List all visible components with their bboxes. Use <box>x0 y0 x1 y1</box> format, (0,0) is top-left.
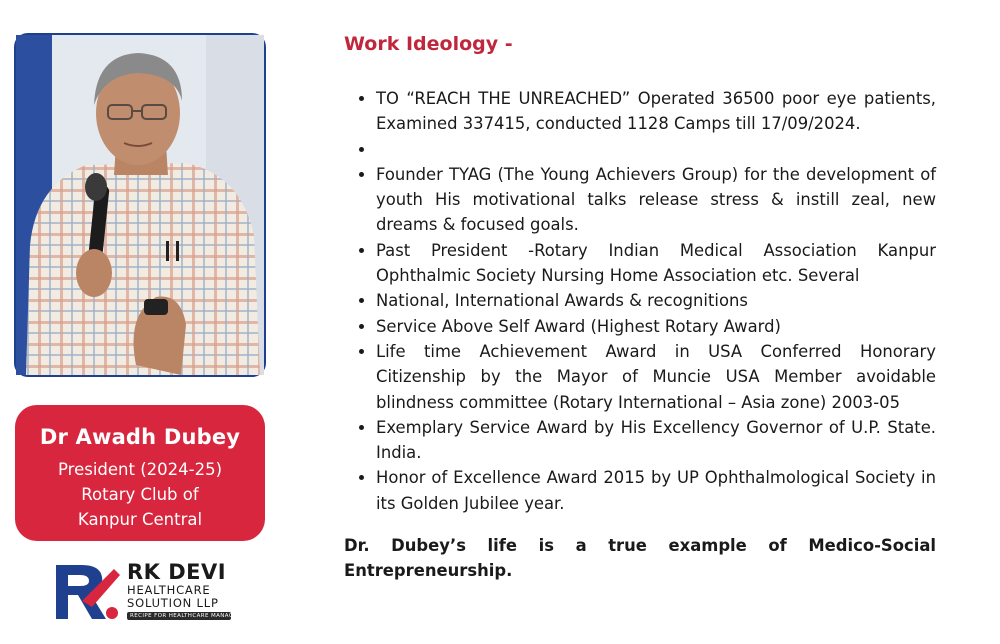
company-logo <box>52 560 255 625</box>
list-item: • Honor of Excellence Award 2015 by UP Ophthalmological Society in its Golden Jubilee year. <box>376 465 936 516</box>
list-item: • Founder TYAG (The Young Achievers Group) for the development of youth His motivational talks release stress & instill zeal, new dreams & focused goals. <box>376 162 936 238</box>
person-title-line: Kanpur Central <box>77 510 203 529</box>
list-item <box>376 137 936 162</box>
list-item: • National, International Awards & recognitions <box>376 288 936 313</box>
name-card <box>15 405 265 541</box>
portrait-photo <box>14 33 266 377</box>
person-title-line: President (2024-25) <box>57 460 223 479</box>
portrait-illustration <box>16 35 264 375</box>
person-name: Dr Awadh Dubey <box>39 425 241 449</box>
list-item: • Service Above Self Award (Highest Rotary Award) <box>376 314 936 339</box>
list-item: • Life time Achievement Award in USA Conferred Honorary Citizenship by the Mayor of Muncie USA Member avoidable blindness committee (Rotary International – Asia zone) 2003-05 <box>376 339 936 415</box>
rk-logo-mark-icon <box>52 561 122 623</box>
section-heading: Work Ideology - <box>344 33 513 55</box>
logo-sub2: SOLUTION LLP <box>127 596 219 610</box>
closing-statement: Dr. Dubey’s life is a true example of Medico-Social Entrepreneurship. <box>344 536 936 580</box>
logo-tagline: RECIPE FOR HEALTHCARE MANAGEMENT <box>127 612 231 620</box>
logo-sub1: HEALTHCARE <box>127 583 211 597</box>
list-item: • Exemplary Service Award by His Excellency Governor of U.P. State. India. <box>376 415 936 466</box>
list-item: • TO “REACH THE UNREACHED” Operated 36500 poor eye patients, Examined 337415, conducted 1128 Camps till 17/09/2024. <box>376 86 936 137</box>
ideology-list <box>344 86 936 516</box>
logo-brand: RK DEVI <box>127 560 227 584</box>
person-title-line: Rotary Club of <box>81 485 199 504</box>
list-item: • Past President -Rotary Indian Medical Association Kanpur Ophthalmic Society Nursing Home Association etc. Several <box>376 238 936 289</box>
work-ideology-section <box>344 28 936 583</box>
